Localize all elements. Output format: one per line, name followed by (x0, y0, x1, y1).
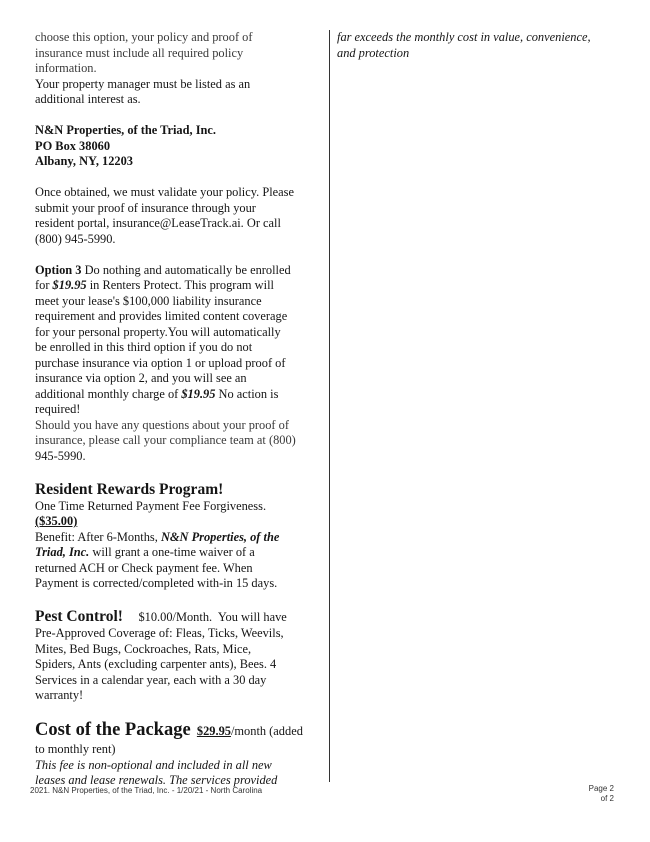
right-column (337, 30, 627, 61)
page-number-line: of 2 (600, 794, 614, 803)
text-line: Your property manager must be listed as an (35, 76, 251, 91)
rewards-heading: Resident Rewards Program! (35, 480, 224, 498)
text-span: Benefit: After 6-Months, (35, 529, 161, 544)
text-span: for (35, 278, 53, 292)
text-line: Mites, Bed Bugs, Cockroaches, Rats, Mice, (35, 641, 252, 656)
address-line: Albany, NY, 12203 (35, 154, 134, 168)
text-line: required! (35, 402, 81, 416)
text-line: additional interest as. (35, 92, 141, 106)
text-line (35, 545, 310, 561)
text-line: Spiders, Ants (excluding carpenter ants), Bees. 4 (35, 657, 277, 671)
price-19-95: $19.95 (52, 278, 87, 292)
page-number-line: Page 2 (588, 784, 614, 793)
text-line (35, 719, 310, 742)
text-line: leases and lease renewals. The services provided (35, 773, 278, 787)
cost-section (35, 719, 310, 789)
text-line: to monthly rent) (35, 742, 116, 756)
footer-text: 2021. N&N Properties, of the Triad, Inc. - 1/20/21 - North Carolina (30, 786, 263, 795)
text-line (35, 530, 310, 546)
company-name: Triad, Inc. (35, 545, 90, 559)
text-line: choose this option, your policy and proof of (35, 30, 253, 44)
company-name: N&N Properties, of the (160, 529, 280, 544)
option-3-paragraph (35, 263, 310, 465)
text-line: information. (35, 61, 97, 75)
text-line (35, 263, 310, 279)
text-line: warranty! (35, 688, 84, 702)
text-line: This fee is non-optional and included in all new (35, 757, 272, 772)
text-span: No action is (215, 386, 279, 401)
text-line: insurance via option 2, and you will see an (35, 371, 247, 385)
text-line: purchase insurance via option 1 or upload proof of (35, 355, 286, 370)
text-line: insurance, please call your compliance team at (800) (35, 433, 296, 447)
text-span: will grant a one-time waiver of a (89, 545, 255, 559)
text-line: Once obtained, we must validate your policy. Please (35, 185, 294, 199)
page-number (580, 784, 614, 804)
text-line: returned ACH or Check payment fee. When (35, 560, 253, 575)
text-line: Should you have any questions about your proof of (35, 417, 289, 432)
text-line (35, 278, 310, 294)
pest-heading: Pest Control! (35, 608, 123, 625)
address-line: N&N Properties, of the Triad, Inc. (35, 123, 217, 137)
pest-control-section (35, 607, 310, 704)
option-3-label: Option 3 (35, 262, 82, 277)
cost-heading: Cost of the Package (35, 720, 191, 740)
fee-amount: ($35.00) (35, 514, 78, 528)
address-line: PO Box 38060 (35, 138, 111, 153)
text-line: insurance must include all required policy (35, 45, 244, 60)
text-span: in Renters Protect. This program will (86, 278, 274, 292)
text-line: for your personal property.You will automatically (35, 324, 281, 339)
text-line: and protection (337, 45, 410, 60)
column-divider (329, 30, 330, 782)
text-span: /month (added (230, 724, 303, 738)
text-span: $10.00/Month. You will have (122, 610, 287, 624)
text-line: far exceeds the monthly cost in value, convenience, (337, 30, 591, 44)
text-line: requirement and provides limited content coverage (35, 309, 288, 323)
text-line: 945-5990. (35, 448, 86, 463)
package-price: $29.95 (196, 724, 231, 738)
property-address (35, 123, 310, 170)
text-line: One Time Returned Payment Fee Forgiveness. (35, 498, 267, 513)
text-line: submit your proof of insurance through your (35, 200, 256, 215)
text-span: Do nothing and automatically be enrolled (81, 262, 291, 277)
text-line: Pre-Approved Coverage of: Fleas, Ticks, Weevils, (35, 626, 284, 640)
text-line: meet your lease's $100,000 liability insurance (35, 293, 262, 308)
text-line: (800) 945-5990. (35, 231, 116, 246)
insurance-intro (35, 30, 310, 108)
validate-paragraph (35, 185, 310, 247)
price-19-95: $19.95 (181, 386, 216, 401)
left-column (35, 30, 310, 789)
rewards-section (35, 480, 310, 592)
text-line (35, 607, 310, 626)
text-line: Payment is corrected/completed with-in 15 days. (35, 576, 278, 590)
text-line: resident portal, insurance@LeaseTrack.ai. Or call (35, 216, 281, 230)
text-line (35, 387, 310, 403)
text-line: Services in a calendar year, each with a 30 day (35, 672, 267, 687)
text-span: additional monthly charge of (35, 386, 182, 401)
text-line: be enrolled in this third option if you do not (35, 340, 253, 354)
